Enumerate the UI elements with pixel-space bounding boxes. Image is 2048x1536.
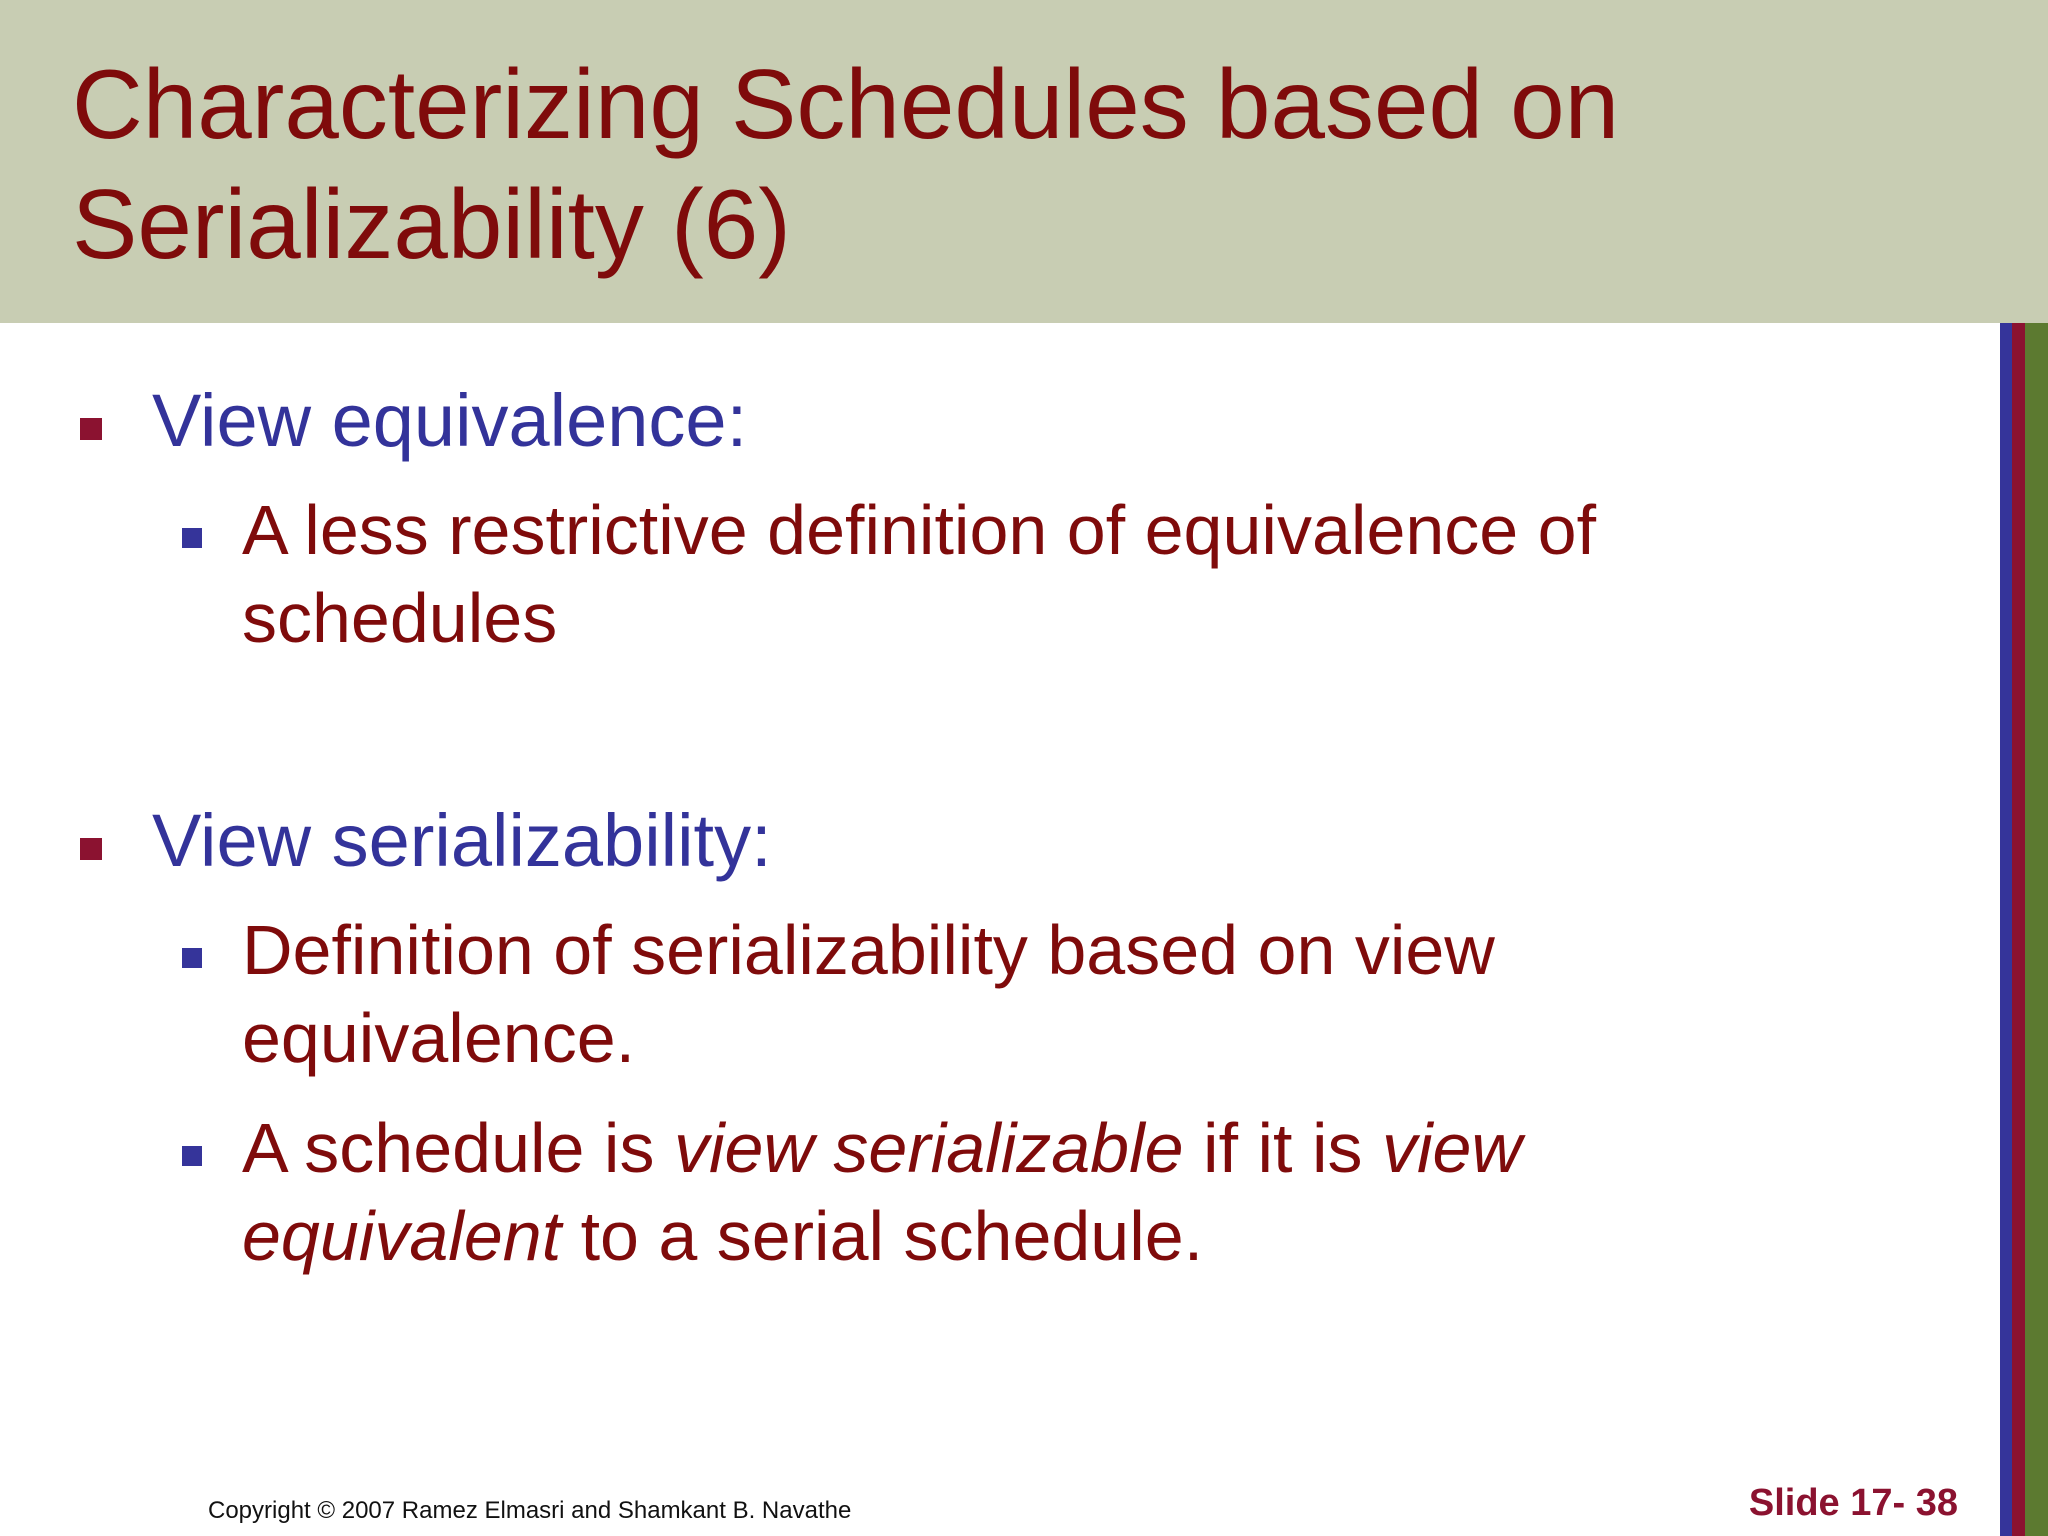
definition-text-part: if it is (1183, 1109, 1382, 1187)
italic-term-view-equivalent: view equivalent (242, 1109, 1522, 1275)
bullet-view-equivalence: View equivalence: (152, 379, 748, 462)
sub-bullet-less-restrictive-definition: A less restrictive definition of equivalence of schedules (242, 491, 1597, 657)
italic-term-view-serializable: view serializable (673, 1109, 1184, 1187)
slide-title: Characterizing Schedules based on Serializability (6) (72, 49, 1620, 279)
bullet-view-serializability: View serializability: (152, 799, 772, 882)
square-bullet-icon (182, 1146, 202, 1166)
square-bullet-icon (182, 948, 202, 968)
right-accent-stripe-blue (2000, 323, 2012, 1536)
copyright-footer: Copyright © 2007 Ramez Elmasri and Shamkant B. Navathe (208, 1497, 852, 1524)
square-bullet-icon (182, 528, 202, 548)
slide-number: Slide 17- 38 (1748, 1482, 1958, 1524)
right-accent-stripe-green (2025, 323, 2048, 1536)
definition-text-part: A schedule is (242, 1109, 674, 1187)
sub-bullet-view-serializable-definition (242, 1104, 1702, 1280)
definition-text-part: to a serial schedule. (561, 1197, 1204, 1275)
right-accent-stripe-red (2012, 323, 2025, 1536)
square-bullet-icon (80, 418, 102, 440)
sub-bullet-definition-based-on-view-equivalence: Definition of serializability based on view equivalence. (242, 911, 1495, 1077)
square-bullet-icon (80, 838, 102, 860)
